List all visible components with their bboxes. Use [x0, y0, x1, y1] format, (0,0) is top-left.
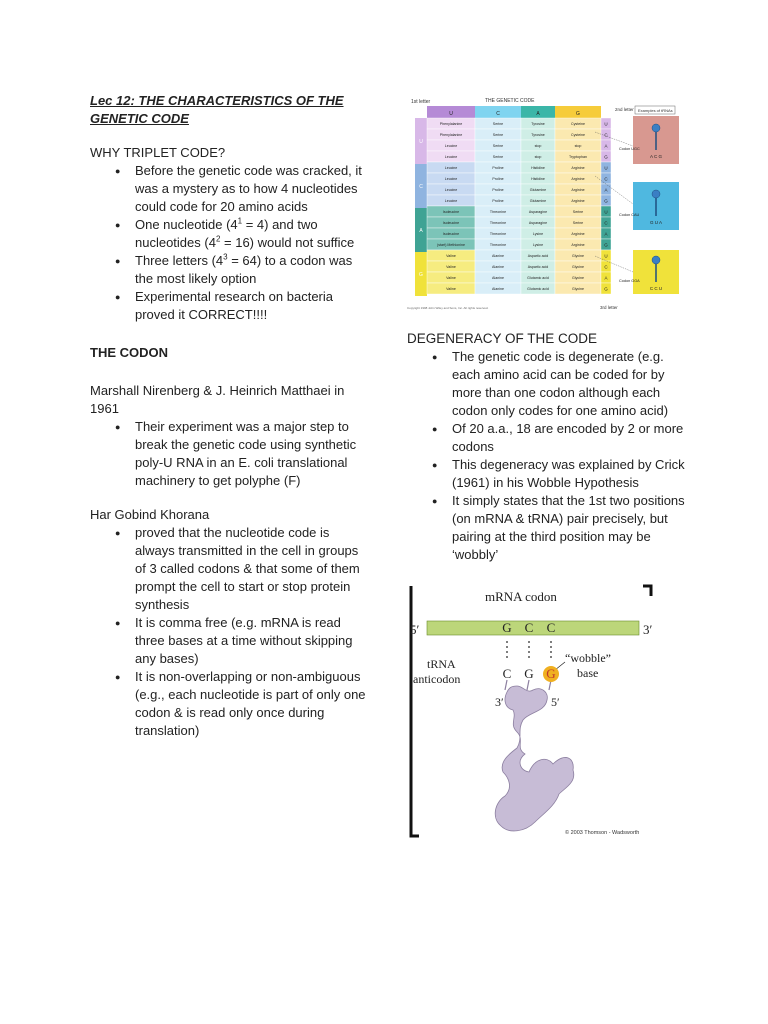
genetic-code-title: THE GENETIC CODE: [485, 98, 535, 104]
amino-acid-label: Aspartic acid: [527, 254, 549, 258]
list-item: ● Experimental research on bacteria proved it CORRECT!!!!: [135, 288, 370, 324]
codon-label: Codon CAU: [619, 213, 640, 217]
amino-acid-label: Alanine: [492, 287, 504, 291]
amino-acid-label: Serine: [492, 133, 504, 137]
third-letter: A: [604, 143, 608, 149]
third-letter: U: [604, 121, 608, 127]
amino-acid-label: Glycine: [572, 287, 584, 291]
wobble-label: “wobble”: [565, 651, 611, 665]
codon-label: Codon UGC: [619, 147, 640, 151]
list-item: ● One nucleotide $(4^1 = 4)$ and two nucleotides $(4^2 = 16)$ would not suffice: [135, 216, 370, 252]
anticodon-label: A C G: [649, 154, 663, 159]
nirenberg-text: Marshall Nirenberg & J. Heinrich Matthaei in 1961: [90, 383, 345, 416]
amino-acid-label: Leucine: [444, 188, 458, 192]
wobble-base-label: base: [577, 666, 599, 680]
amino-acid-label: Isoleucine: [442, 221, 460, 225]
third-letter: G: [604, 286, 608, 292]
amino-acid-label: Proline: [492, 166, 504, 170]
pair-dot: [528, 641, 530, 643]
anticodon-base: G: [546, 666, 556, 681]
anticodon-label: G U A: [649, 220, 663, 225]
third-letter-label: 3rd letter: [600, 305, 618, 310]
lecture-title: Lec 12: THE CHARACTERISTICS OF THE GENETIC CODE: [90, 93, 344, 126]
amino-acid-label: Threonine: [489, 221, 507, 225]
amino-acid-label: Arginine: [571, 188, 585, 192]
column-header-letter: C: [496, 111, 500, 117]
why-triplet-list: [90, 162, 370, 324]
third-letter: C: [604, 132, 608, 138]
amino-acid-label: Glutamic acid: [527, 287, 549, 291]
amino-acid-label: Arginine: [571, 199, 585, 203]
pair-dot: [528, 646, 530, 648]
amino-acid-label: Proline: [492, 188, 504, 192]
trna-label: tRNA: [427, 657, 456, 671]
amino-acid-label: Asparagine: [528, 210, 548, 214]
amino-acid-label: Valine: [446, 276, 456, 280]
pair-dot: [506, 656, 508, 658]
pair-dot: [550, 656, 552, 658]
amino-acid-label: Aspartic acid: [527, 265, 549, 269]
third-letter: C: [604, 176, 608, 182]
trna-3-prime: 3′: [495, 695, 504, 709]
column-header-letter: G: [576, 111, 580, 117]
third-letter: G: [604, 242, 608, 248]
trna-icon: [652, 124, 660, 132]
amino-acid-label: Lysine: [532, 232, 544, 236]
amino-acid-label: Tyrosine: [531, 133, 545, 137]
second-letter-label: 2nd letter: [615, 107, 634, 112]
amino-acid-label: Arginine: [571, 177, 585, 181]
amino-acid-label: stop: [574, 144, 582, 148]
anticodon-label: anticodon: [413, 672, 461, 686]
amino-acid-label: Cysteine: [571, 122, 585, 126]
list-item: ● It is comma free (e.g. mRNA is read three bases at a time without skipping any bases): [135, 614, 370, 668]
third-letter: C: [604, 220, 608, 226]
trna-5-prime: 5′: [551, 695, 560, 709]
trna-examples-label: Examples of tRNAs: [638, 108, 673, 113]
amino-acid-label: Glutamic acid: [527, 276, 549, 280]
amino-acid-label: Arginine: [571, 232, 585, 236]
amino-acid-label: Phenylalanine: [439, 133, 463, 137]
list-item: ● Their experiment was a major step to break the genetic code using synthetic poly-U RNA in an E. coli translational machinery to get polyphe (F): [135, 418, 370, 490]
third-letter: A: [604, 187, 608, 193]
amino-acid-label: Valine: [446, 265, 456, 269]
amino-acid-label: Alanine: [492, 254, 504, 258]
pair-dot: [550, 646, 552, 648]
degeneracy-list: [407, 348, 687, 564]
codon-label: Codon GGA: [619, 279, 640, 283]
column-header-letter: A: [536, 111, 540, 117]
amino-acid-label: Threonine: [489, 210, 507, 214]
list-item: ● The genetic code is degenerate (e.g. each amino acid can be coded for by more than one codon although each codon only codes for one amino acid): [452, 348, 687, 420]
column-header-letter: U: [449, 111, 453, 117]
list-item: ● Of 20 a.a., 18 are encoded by 2 or more codons: [452, 420, 687, 456]
genetic-code-copyright: Copyright 1998 John Wiley and Sons, Inc. All rights reserved.: [407, 306, 489, 310]
third-letter: A: [604, 275, 608, 281]
mrna-codon-label: mRNA codon: [485, 589, 557, 604]
anticodon-bases: [503, 666, 556, 681]
list-item: ● It simply states that the 1st two positions (on mRNA & tRNA) pair precisely, but pairing at the third position may be ‘wobbly’: [452, 492, 687, 564]
genetic-code-cells: [419, 118, 633, 294]
amino-acid-label: Leucine: [444, 166, 458, 170]
codon-base: C: [524, 620, 534, 635]
pair-dot: [528, 656, 530, 658]
pair-dot: [506, 641, 508, 643]
first-letter: U: [419, 139, 423, 145]
amino-acid-label: Glycine: [572, 265, 584, 269]
amino-acid-label: Arginine: [571, 243, 585, 247]
nirenberg-list: [90, 418, 370, 490]
khorana-list: [90, 524, 370, 740]
amino-acid-label: Threonine: [489, 232, 507, 236]
list-item: ● Before the genetic code was cracked, it was a mystery as to how 4 nucleotides could code for 20 amino acids: [135, 162, 370, 216]
why-triplet-heading: WHY TRIPLET CODE?: [90, 145, 226, 160]
amino-acid-label: Leucine: [444, 155, 458, 159]
pair-dot: [506, 646, 508, 648]
amino-acid-label: Glycine: [572, 276, 584, 280]
anticodon-base: C: [502, 666, 512, 681]
amino-acid-label: Glutamine: [529, 199, 547, 203]
amino-acid-label: Serine: [572, 210, 584, 214]
amino-acid-label: Lysine: [532, 243, 544, 247]
list-item: ● It is non-overlapping or non-ambiguous (e.g., each nucleotide is part of only one codon & is read only once during translation): [135, 668, 370, 740]
amino-acid-label: Serine: [492, 155, 504, 159]
codon-heading: THE CODON: [90, 345, 168, 360]
anticodon-stalk: [527, 680, 529, 690]
mrna-3-prime: 3′: [643, 622, 653, 637]
figure-credit: © 2003 Thomson - Wadsworth: [565, 830, 640, 836]
anticodon-stalk: [505, 680, 507, 690]
third-letter: U: [604, 253, 608, 259]
trna-molecule: [495, 686, 574, 831]
amino-acid-label: Proline: [492, 199, 504, 203]
codon-base: C: [546, 620, 556, 635]
first-letter: A: [419, 228, 423, 234]
anticodon-label: C C U: [649, 286, 663, 291]
amino-acid-label: Serine: [572, 221, 584, 225]
amino-acid-label: Threonine: [489, 243, 507, 247]
amino-acid-label: Cysteine: [571, 133, 585, 137]
amino-acid-label: Isoleucine: [442, 232, 460, 236]
third-letter: U: [604, 165, 608, 171]
amino-acid-label: Leucine: [444, 177, 458, 181]
pair-dot: [506, 651, 508, 653]
amino-acid-label: Leucine: [444, 199, 458, 203]
first-letter: G: [419, 272, 423, 278]
trna-icon: [652, 256, 660, 264]
list-item: ● This degeneracy was explained by Crick (1961) in his Wobble Hypothesis: [452, 456, 687, 492]
degeneracy-heading: DEGENERACY OF THE CODE: [407, 331, 598, 346]
amino-acid-label: stop: [534, 155, 542, 159]
amino-acid-label: Glutamine: [529, 188, 547, 192]
amino-acid-label: Alanine: [492, 276, 504, 280]
third-letter: G: [604, 154, 608, 160]
amino-acid-label: Histidine: [531, 177, 545, 181]
amino-acid-label: Valine: [446, 287, 456, 291]
amino-acid-label: Isoleucine: [442, 210, 460, 214]
third-letter: G: [604, 198, 608, 204]
amino-acid-label: Serine: [492, 122, 504, 126]
amino-acid-label: Histidine: [531, 166, 545, 170]
amino-acid-label: Glycine: [572, 254, 584, 258]
amino-acid-label: Asparagine: [528, 221, 548, 225]
amino-acid-label: Arginine: [571, 166, 585, 170]
genetic-code-columns: [427, 106, 601, 118]
khorana-text: Har Gobind Khorana: [90, 507, 210, 522]
pair-dot: [550, 651, 552, 653]
third-letter: U: [604, 209, 608, 215]
amino-acid-label: stop: [534, 144, 542, 148]
amino-acid-label: (start) Methionine: [437, 243, 465, 247]
pair-dot: [550, 641, 552, 643]
amino-acid-label: Serine: [492, 144, 504, 148]
figure-bracket-right: [643, 586, 651, 596]
amino-acid-label: Valine: [446, 254, 456, 258]
amino-acid-label: Phenylalanine: [439, 122, 463, 126]
list-item: ● Three letters $(4^3 = 64)$ to a codon was the most likely option: [135, 252, 370, 288]
first-letter-label: 1st letter: [411, 99, 431, 105]
amino-acid-label: Proline: [492, 177, 504, 181]
right-column: [407, 330, 687, 564]
first-letter: C: [419, 184, 423, 190]
amino-acid-label: Tryptophan: [568, 155, 588, 159]
left-column: [90, 92, 370, 740]
amino-acid-label: Leucine: [444, 144, 458, 148]
anticodon-base: G: [524, 666, 534, 681]
third-letter: C: [604, 264, 608, 270]
codon-base: G: [502, 620, 512, 635]
wobble-figure: [405, 582, 655, 840]
codon-bases: [502, 620, 555, 635]
amino-acid-label: Alanine: [492, 265, 504, 269]
list-item: ● proved that the nucleotide code is always transmitted in the cell in groups of 3 called codons & that some of them prompt the cell to start or stop protein synthesis: [135, 524, 370, 614]
pair-dot: [528, 651, 530, 653]
mrna-5-prime: 5′: [410, 622, 420, 637]
trna-icon: [652, 190, 660, 198]
genetic-code-figure: [405, 96, 683, 314]
third-letter: A: [604, 231, 608, 237]
amino-acid-label: Tyrosine: [531, 122, 545, 126]
